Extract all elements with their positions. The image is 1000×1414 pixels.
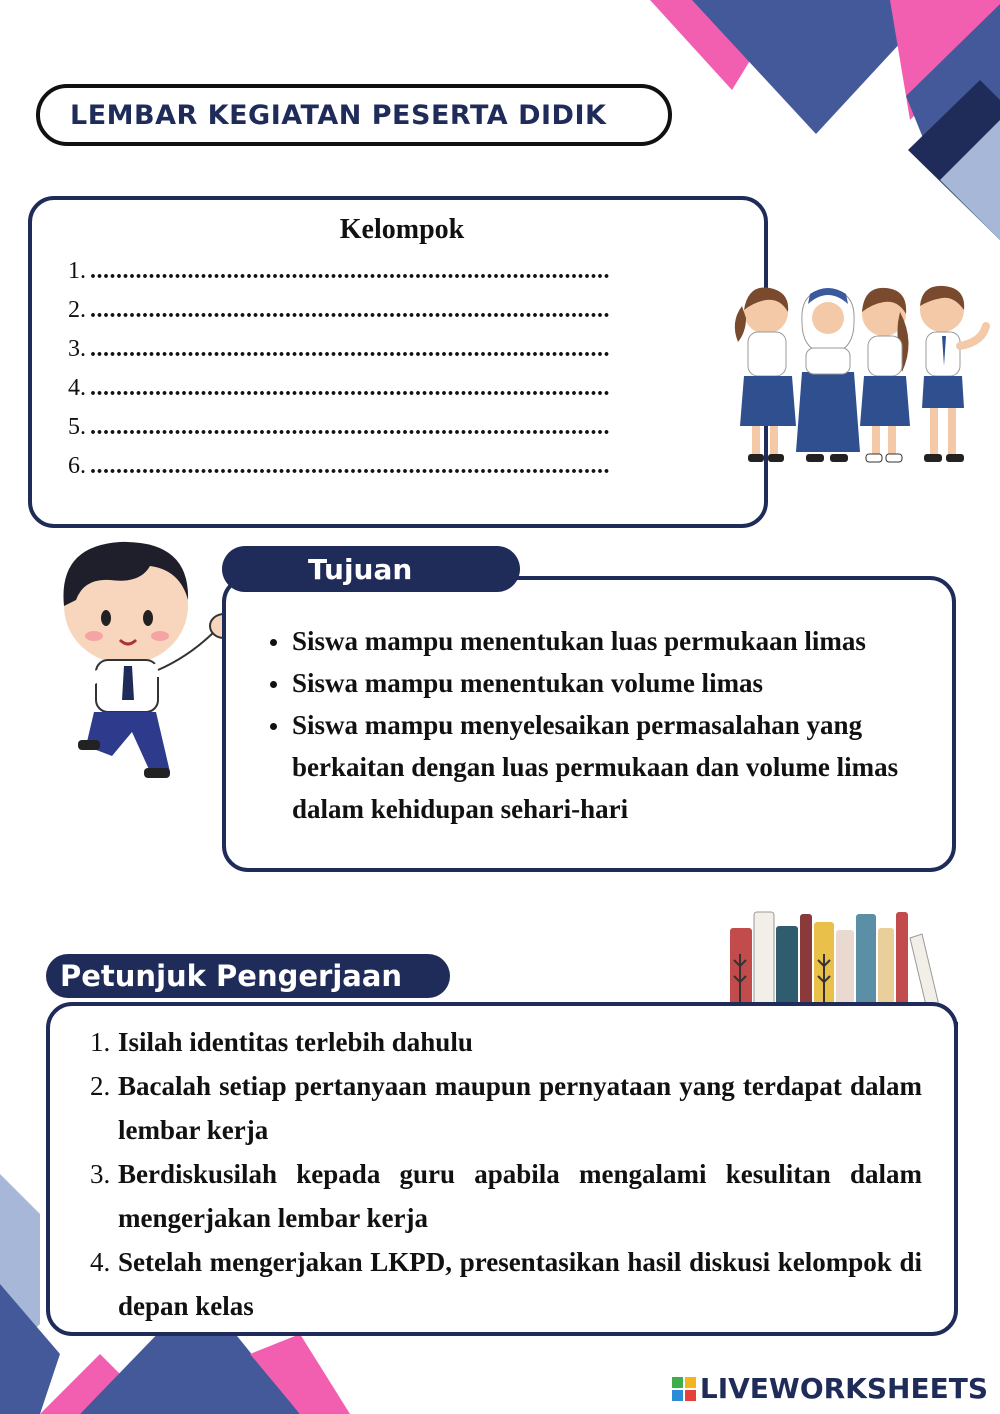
goal-item: Siswa mampu menyelesaikan permasalahan yang berkaitan dengan luas permukaan dan volume limas dalam kehidupan sehari-hari (266, 704, 936, 830)
tujuan-box (222, 576, 956, 872)
step-list (90, 1020, 922, 1328)
tujuan-heading: Tujuan (222, 546, 520, 592)
step-number: 1. (90, 1027, 111, 1057)
step-text: Berdiskusilah kepada guru apabila mengalami kesulitan dalam mengerjakan lembar kerja (118, 1159, 922, 1233)
step-text: Bacalah setiap pertanyaan maupun pernyataan yang terdapat dalam lembar kerja (118, 1071, 922, 1145)
member-number: 5. (68, 414, 86, 440)
step-item (90, 1020, 922, 1064)
step-text: Isilah identitas terlebih dahulu (118, 1027, 473, 1057)
member-dots: ................................................................................ (90, 258, 610, 284)
petunjuk-box (46, 1002, 958, 1336)
page-title-pill (36, 84, 672, 146)
step-item (90, 1240, 922, 1328)
petunjuk-heading: Petunjuk Pengerjaan (46, 954, 450, 998)
member-line[interactable] (68, 258, 686, 297)
member-list (68, 258, 686, 492)
member-line[interactable] (68, 375, 686, 414)
member-line[interactable] (68, 414, 686, 453)
member-dots: ................................................................................ (90, 414, 610, 440)
step-item (90, 1064, 922, 1152)
member-number: 1. (68, 258, 86, 284)
goal-list (266, 620, 936, 830)
member-dots: ................................................................................ (90, 297, 610, 323)
kelompok-box (28, 196, 768, 528)
member-dots: ................................................................................ (90, 453, 610, 479)
step-item (90, 1152, 922, 1240)
kelompok-heading: Kelompok (339, 214, 465, 245)
member-number: 2. (68, 297, 86, 323)
step-number: 4. (90, 1247, 111, 1277)
goal-item: Siswa mampu menentukan luas permukaan limas (266, 620, 936, 662)
brand-name: LIVEWORKSHEETS (699, 1372, 988, 1405)
step-text: Setelah mengerjakan LKPD, presentasikan hasil diskusi kelompok di depan kelas (118, 1247, 922, 1321)
liveworksheets-brand[interactable] (672, 1372, 988, 1405)
member-number: 6. (68, 453, 86, 479)
member-number: 3. (68, 336, 86, 362)
pointing-boy-illustration (40, 536, 250, 786)
step-number: 3. (90, 1159, 111, 1189)
step-number: 2. (90, 1071, 111, 1101)
member-number: 4. (68, 375, 86, 401)
member-dots: ................................................................................ (90, 375, 610, 401)
students-group-illustration (730, 282, 992, 472)
liveworksheets-logo-icon (672, 1377, 696, 1401)
member-line[interactable] (68, 336, 686, 375)
member-line[interactable] (68, 453, 686, 492)
page-title: LEMBAR KEGIATAN PESERTA DIDIK (70, 99, 607, 131)
member-line[interactable] (68, 297, 686, 336)
goal-item: Siswa mampu menentukan volume limas (266, 662, 936, 704)
member-dots: ................................................................................ (90, 336, 610, 362)
